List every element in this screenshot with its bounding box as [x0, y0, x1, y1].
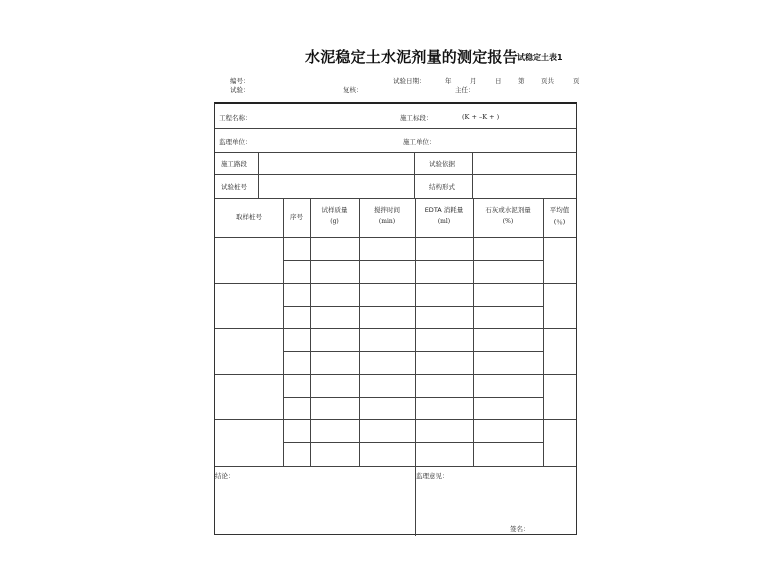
- col-header-mass: 试样质量 (g): [321, 206, 348, 225]
- subrow-divider: [283, 442, 543, 443]
- structure-form-label: 结构形式: [429, 183, 455, 191]
- supervisor-unit-label: 监理单位：: [219, 138, 252, 146]
- col-divider: [415, 198, 416, 466]
- year-label: 年: [445, 77, 452, 85]
- col-divider: [258, 152, 259, 198]
- reviewer-label: 复核：: [343, 86, 363, 94]
- row-divider: [215, 174, 576, 175]
- group-divider: [215, 283, 576, 284]
- page-prefix: 第: [518, 77, 525, 85]
- page-suffix: 页: [573, 77, 580, 85]
- number-label: 编号：: [230, 77, 250, 85]
- supervisor-opinion-label: 监理意见：: [416, 472, 449, 480]
- director-label: 主任：: [455, 86, 475, 94]
- subrow-divider: [283, 351, 543, 352]
- col-divider: [414, 152, 415, 198]
- page-total-label: 页共: [541, 77, 554, 85]
- test-date-label: 试验日期：: [393, 77, 426, 85]
- group-divider: [215, 466, 576, 467]
- col-header-dose: 石灰或水泥剂量 (%): [485, 206, 531, 225]
- col-divider: [283, 198, 284, 466]
- col-header-average: 平均值 (％): [549, 206, 570, 226]
- test-basis-label: 试验依据: [429, 160, 455, 168]
- subrow-divider: [283, 260, 543, 261]
- col-divider: [310, 198, 311, 466]
- col-divider: [472, 152, 473, 198]
- report-form: [214, 102, 577, 535]
- project-name-label: 工程名称：: [219, 114, 252, 122]
- row-divider: [215, 128, 576, 129]
- col-header-seq: 序号: [290, 213, 303, 221]
- conclusion-label: 结论：: [215, 472, 235, 480]
- month-label: 月: [470, 77, 477, 85]
- col-divider: [473, 198, 474, 466]
- group-divider: [215, 328, 576, 329]
- day-label: 日: [495, 77, 502, 85]
- section-label: 施工标段：: [400, 114, 433, 122]
- subrow-divider: [283, 306, 543, 307]
- row-divider: [215, 198, 576, 199]
- row-divider: [215, 152, 576, 153]
- signature-label: 签名：: [510, 525, 530, 533]
- col-header-edta: EDTA 消耗量 (ml): [424, 206, 464, 225]
- col-divider: [359, 198, 360, 466]
- row-divider: [215, 237, 576, 238]
- col-divider: [543, 198, 544, 466]
- road-section-label: 施工路段: [221, 160, 247, 168]
- subrow-divider: [283, 397, 543, 398]
- construction-unit-label: 施工单位：: [403, 138, 436, 146]
- test-station-label: 试验桩号: [221, 183, 247, 191]
- col-header-time: 搅拌时间 (min): [374, 206, 400, 225]
- col-header-station: 取样桩号: [236, 213, 262, 221]
- group-divider: [215, 374, 576, 375]
- section-value: (K + –K + ): [462, 113, 500, 121]
- group-divider: [215, 419, 576, 420]
- report-title: 水泥稳定土水泥剂量的测定报告: [305, 48, 518, 66]
- form-id: 试稳定土表1: [517, 53, 563, 62]
- tester-label: 试验：: [230, 86, 250, 94]
